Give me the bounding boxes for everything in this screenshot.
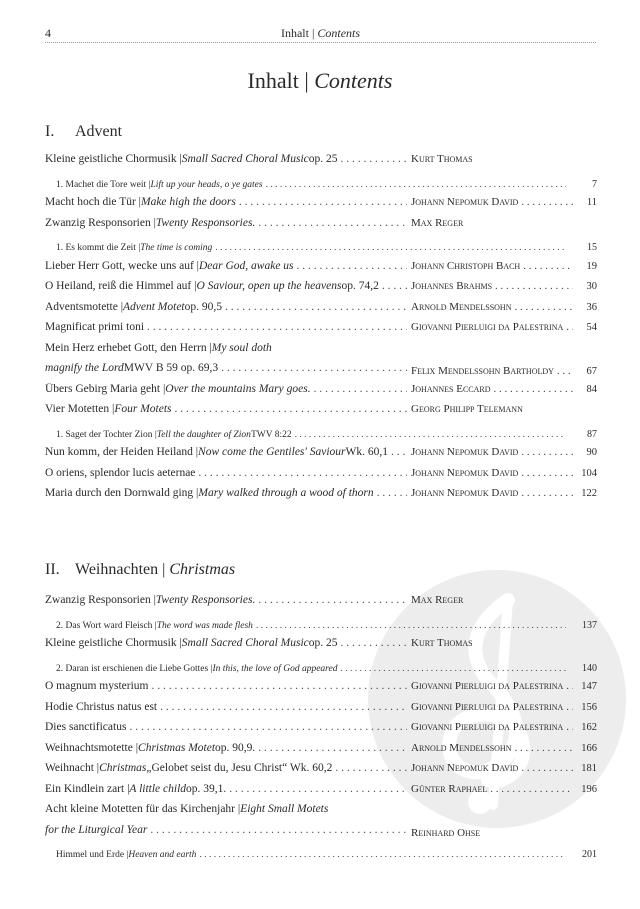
page-number: 196 <box>581 783 597 795</box>
composer <box>411 721 573 733</box>
toc-entry[interactable] <box>45 742 597 763</box>
entry-title <box>45 803 407 815</box>
title-en: My soul doth <box>211 341 272 354</box>
dot-leader <box>557 365 573 377</box>
toc-entry[interactable] <box>45 342 597 363</box>
toc-entry[interactable] <box>45 196 597 217</box>
title-en: Lift up your heads, o ye gates <box>150 179 263 190</box>
dot-leader <box>566 321 573 333</box>
composer <box>411 403 573 415</box>
title-extra: op. 90,9. <box>215 741 256 754</box>
composer-name: Johann Nepomuk David <box>411 196 519 208</box>
title-en: The time is coming <box>140 243 213 253</box>
composer-name: Kurt Thomas <box>411 637 473 649</box>
running-title: Inhalt | Contents <box>280 26 361 40</box>
page-number: 19 <box>586 260 597 272</box>
section-number: II. <box>45 561 60 578</box>
title-de: Adventsmotette | <box>45 300 123 313</box>
composer <box>411 783 573 795</box>
section-heading <box>45 561 235 579</box>
composer-name: Johann Nepomuk David <box>411 466 519 479</box>
title-extra: op. 39,1. <box>186 782 227 795</box>
dot-leader <box>566 701 573 713</box>
composer <box>411 280 573 292</box>
dot-leader <box>335 762 407 774</box>
toc-entry[interactable] <box>45 824 597 845</box>
title-de: 1. Saget der Tochter Zion | <box>56 429 157 440</box>
title-en: Small Sacred Choral Music <box>181 153 309 165</box>
toc-entry[interactable] <box>45 467 597 488</box>
dot-leader <box>521 196 573 208</box>
running-title-de: Inhalt <box>280 26 309 40</box>
page-number: 87 <box>587 428 597 440</box>
composer-name: Johann Nepomuk David <box>411 762 519 774</box>
page-number: 147 <box>581 681 597 692</box>
composer <box>411 594 573 606</box>
dot-leader <box>341 153 407 165</box>
toc-entry[interactable] <box>45 153 597 174</box>
toc-entry[interactable] <box>45 260 597 281</box>
dot-leader <box>215 237 566 259</box>
dot-leader <box>391 446 407 458</box>
title-extra: TWV 8:22 <box>250 429 292 440</box>
page-number: 15 <box>587 242 597 253</box>
title-de: Inhalt <box>247 68 299 93</box>
dot-leader <box>521 467 573 479</box>
title-de: Maria durch den Dornwald ging | <box>45 487 199 499</box>
dot-leader <box>129 721 407 733</box>
title-de: O Heiland, reiß die Himmel auf | <box>45 280 197 292</box>
title-de: O magnum mysterium <box>45 680 149 692</box>
entry-title <box>45 824 407 836</box>
title-de: Vier Motetten | <box>45 403 115 415</box>
dot-leader <box>521 487 573 499</box>
composer <box>411 680 573 692</box>
title-de: Himmel und Erde | <box>56 850 129 860</box>
entry-title <box>45 701 407 713</box>
composer <box>411 217 573 229</box>
dot-leader <box>147 321 407 333</box>
dot-leader <box>521 446 573 458</box>
title-de: Dies sanctificatus <box>45 721 127 733</box>
page-title <box>150 68 490 94</box>
entry-title <box>45 383 407 395</box>
page-number: 162 <box>581 722 597 733</box>
toc-entry[interactable] <box>45 844 597 867</box>
page-number: 67 <box>586 366 597 377</box>
entry-title <box>56 658 566 680</box>
toc-entry[interactable] <box>45 446 597 467</box>
toc-entry[interactable] <box>45 237 597 260</box>
page-number: 140 <box>582 662 597 674</box>
title-extra: op. 25 <box>308 637 338 649</box>
page-number: 7 <box>592 178 597 190</box>
toc-list-christmas <box>45 594 597 867</box>
title-de: Zwanzig Responsorien | <box>45 594 156 606</box>
title-en: Dear God, awake us <box>198 259 294 272</box>
dot-leader <box>198 467 407 479</box>
title-de: Kleine geistliche Chormusik | <box>45 637 182 649</box>
title-en: magnify the Lord <box>45 362 124 374</box>
page-number: 54 <box>586 322 597 333</box>
title-en: Eight Small Motets <box>240 803 329 815</box>
page-number: 201 <box>582 849 597 860</box>
dot-leader <box>377 487 407 499</box>
composer-name: Giovanni Pierluigi da Palestrina <box>411 721 564 733</box>
title-extra: „Gelobet seist du, Jesu Christ“ Wk. 60,2 <box>146 762 333 774</box>
title-extra: op. 25 <box>308 153 338 165</box>
title-en: Christmas Motet <box>138 741 216 754</box>
composer-name: Arnold Mendelssohn <box>411 741 512 754</box>
dot-leader <box>239 196 407 208</box>
dot-leader <box>341 637 407 649</box>
toc-entry[interactable] <box>45 615 597 638</box>
title-de: 2. Daran ist erschienen die Liebe Gottes | <box>56 663 213 674</box>
title-en: Twenty Responsories. <box>155 216 256 229</box>
entry-title <box>45 280 407 292</box>
toc-entry[interactable] <box>45 280 597 301</box>
entry-title <box>45 762 407 774</box>
title-en: Contents <box>314 68 393 93</box>
title-de: Macht hoch die Tür | <box>45 196 141 208</box>
dot-leader <box>221 362 407 374</box>
title-en: Heaven and earth <box>128 850 197 860</box>
toc-entry[interactable] <box>45 658 597 681</box>
toc-entry[interactable] <box>45 783 597 804</box>
composer-name: Kurt Thomas <box>411 153 473 165</box>
composer-name: Johann Nepomuk David <box>411 446 519 458</box>
dot-leader <box>266 174 566 196</box>
toc-entry[interactable] <box>45 637 597 658</box>
entry-title <box>45 321 407 333</box>
composer-name: Johannes Eccard <box>411 382 491 395</box>
composer-name: Giovanni Pierluigi da Palestrina <box>411 321 564 333</box>
entry-title <box>45 467 407 479</box>
title-en: Make high the doors <box>140 196 236 208</box>
dot-leader <box>258 217 407 229</box>
title-sep: | <box>298 68 315 93</box>
composer-name: Felix Mendelssohn Bartholdy <box>411 365 554 377</box>
composer <box>411 383 573 395</box>
page-number: 181 <box>581 763 597 774</box>
title-de: 1. Es kommt die Zeit | <box>56 243 141 253</box>
entry-title <box>45 196 407 208</box>
toc-entry[interactable] <box>45 487 597 508</box>
dot-leader <box>382 280 407 292</box>
title-de: Mein Herz erhebet Gott, den Herrn | <box>45 341 212 354</box>
composer <box>411 365 573 377</box>
composer <box>411 742 573 754</box>
toc-entry[interactable] <box>45 301 597 322</box>
title-de: 2. Das Wort ward Fleisch | <box>56 620 157 631</box>
title-en: Small Sacred Choral Music <box>181 637 309 649</box>
composer <box>411 487 573 499</box>
composer-name: Johann Nepomuk David <box>411 487 519 499</box>
dot-leader <box>297 260 407 272</box>
composer <box>411 467 573 479</box>
title-de: Ein Kindlein zart | <box>45 782 130 795</box>
section-title-en: Christmas <box>169 561 236 578</box>
composer <box>411 446 573 458</box>
title-en: A little child <box>129 782 187 795</box>
dot-leader <box>566 721 573 733</box>
section-title: Weihnachten | <box>75 561 170 578</box>
entry-title <box>56 844 566 866</box>
title-de: Lieber Herr Gott, wecke uns auf | <box>45 259 199 272</box>
section-heading <box>45 123 122 141</box>
toc-entry[interactable] <box>45 383 597 404</box>
composer <box>411 260 573 272</box>
entry-title <box>45 721 407 733</box>
entry-title <box>45 153 407 165</box>
running-header <box>45 26 596 43</box>
title-extra: MWV B 59 op. 69,3 <box>123 362 219 374</box>
page-number: 156 <box>581 701 597 713</box>
composer-name: Max Reger <box>411 594 464 606</box>
composer-name: Max Reger <box>411 216 464 229</box>
toc-entry[interactable] <box>45 362 597 383</box>
page-number: 122 <box>581 488 597 499</box>
entry-title <box>45 260 407 272</box>
title-en: O Saviour, open up the heavens <box>196 280 342 292</box>
title-en: for the Liturgical Year <box>45 823 148 836</box>
dot-leader <box>521 762 573 774</box>
title-de: Weihnachtsmotette | <box>45 741 139 754</box>
toc-list-advent <box>45 153 597 508</box>
composer-name: Arnold Mendelssohn <box>411 300 512 313</box>
title-en: Advent Motet <box>123 300 185 313</box>
entry-title <box>56 174 566 196</box>
title-extra: Wk. 60,1 <box>345 446 388 458</box>
toc-entry[interactable] <box>45 803 597 824</box>
title-de: Kleine geistliche Chormusik | <box>45 153 182 165</box>
entry-title <box>45 403 407 415</box>
toc-entry[interactable] <box>45 701 597 722</box>
title-en: In this, the love of God appeared <box>212 663 338 674</box>
page-number: 36 <box>586 301 597 313</box>
entry-title <box>45 217 407 229</box>
entry-title <box>45 742 407 754</box>
entry-title <box>56 424 566 446</box>
entry-title <box>45 594 407 606</box>
dot-leader <box>566 680 573 692</box>
title-de: Übers Gebirg Maria geht | <box>45 382 166 395</box>
title-de: Magnificat primi toni <box>45 321 145 333</box>
page-number: 4 <box>45 26 51 40</box>
dot-leader <box>160 701 407 713</box>
page-number: 137 <box>582 619 597 631</box>
title-en: The word was made flesh <box>156 620 253 631</box>
title-en: Tell the daughter of Zion <box>156 429 251 440</box>
entry-title <box>45 637 407 649</box>
composer <box>411 701 573 713</box>
title-de: Nun komm, der Heiden Heiland | <box>45 446 199 458</box>
title-extra: op. 90,5 <box>184 300 223 313</box>
title-de: Hodie Christus natus est <box>45 700 158 713</box>
toc-entry[interactable] <box>45 321 597 342</box>
entry-title <box>45 342 407 354</box>
toc-entry[interactable] <box>45 762 597 783</box>
dot-leader <box>494 383 573 395</box>
title-en: Mary walked through a wood of thorn <box>198 487 374 499</box>
toc-entry[interactable] <box>45 721 597 742</box>
title-en: Twenty Responsories. <box>155 594 256 606</box>
composer-name: Günter Raphael <box>411 782 488 795</box>
title-de: Acht kleine Motetten für das Kirchenjahr | <box>45 803 241 815</box>
dot-leader <box>314 383 407 395</box>
entry-title <box>45 783 407 795</box>
entry-title <box>45 362 407 374</box>
dot-leader <box>340 658 566 680</box>
composer <box>411 153 573 165</box>
page-number: 166 <box>581 742 597 754</box>
title-en: Four Motets <box>114 403 172 415</box>
dot-leader <box>150 824 407 836</box>
dot-leader <box>258 594 407 606</box>
running-title-en: Contents <box>317 26 361 40</box>
dot-leader <box>229 783 407 795</box>
dot-leader <box>256 615 566 637</box>
toc-entry[interactable] <box>45 403 597 424</box>
entry-title <box>45 487 407 499</box>
page-number: 30 <box>586 281 597 292</box>
composer <box>411 196 573 208</box>
composer <box>411 301 573 313</box>
toc-entry[interactable] <box>45 217 597 238</box>
dot-leader <box>523 260 573 272</box>
title-de: Weihnacht | <box>45 762 100 774</box>
title-extra: op. 74,2 <box>341 280 379 292</box>
entry-title <box>56 615 566 637</box>
dot-leader <box>258 742 407 754</box>
toc-entry[interactable] <box>45 680 597 701</box>
toc-entry[interactable] <box>45 424 597 447</box>
composer-name: Reinhard Ohse <box>411 826 481 839</box>
dot-leader <box>152 680 408 692</box>
toc-entry[interactable] <box>45 174 597 197</box>
composer <box>411 321 573 333</box>
dot-leader <box>514 301 573 313</box>
title-de: O oriens, splendor lucis aeternae <box>45 466 196 479</box>
entry-title <box>45 301 407 313</box>
dot-leader <box>175 403 407 415</box>
page-number: 11 <box>586 197 597 208</box>
title-de: Zwanzig Responsorien | <box>45 216 156 229</box>
page-number: 104 <box>581 467 597 479</box>
title-en: Over the mountains Mary goes. <box>165 382 311 395</box>
page-number: 84 <box>586 383 597 395</box>
composer <box>411 637 573 649</box>
composer-name: Johannes Brahms <box>411 280 493 292</box>
entry-title <box>56 237 566 259</box>
composer-name: Johann Christoph Bach <box>411 259 521 272</box>
toc-entry[interactable] <box>45 594 597 615</box>
title-en: Now come the Gentiles' Saviour <box>198 446 346 458</box>
dot-leader <box>295 424 566 446</box>
title-en: Christmas <box>99 762 147 774</box>
title-de: 1. Machet die Tore weit | <box>56 179 151 190</box>
composer <box>411 762 573 774</box>
composer-name: Giovanni Pierluigi da Palestrina <box>411 680 564 692</box>
composer-name: Giovanni Pierluigi da Palestrina <box>411 700 564 713</box>
dot-leader <box>225 301 407 313</box>
section-number: I. <box>45 123 55 140</box>
dot-leader <box>495 280 573 292</box>
composer-name: Georg Philipp Telemann <box>411 403 523 415</box>
dot-leader <box>199 844 566 866</box>
composer <box>411 827 573 839</box>
dot-leader <box>514 742 573 754</box>
dot-leader <box>490 783 573 795</box>
page-number: 90 <box>586 447 597 458</box>
section-title: Advent <box>75 123 123 140</box>
entry-title <box>45 680 407 692</box>
entry-title <box>45 446 407 458</box>
